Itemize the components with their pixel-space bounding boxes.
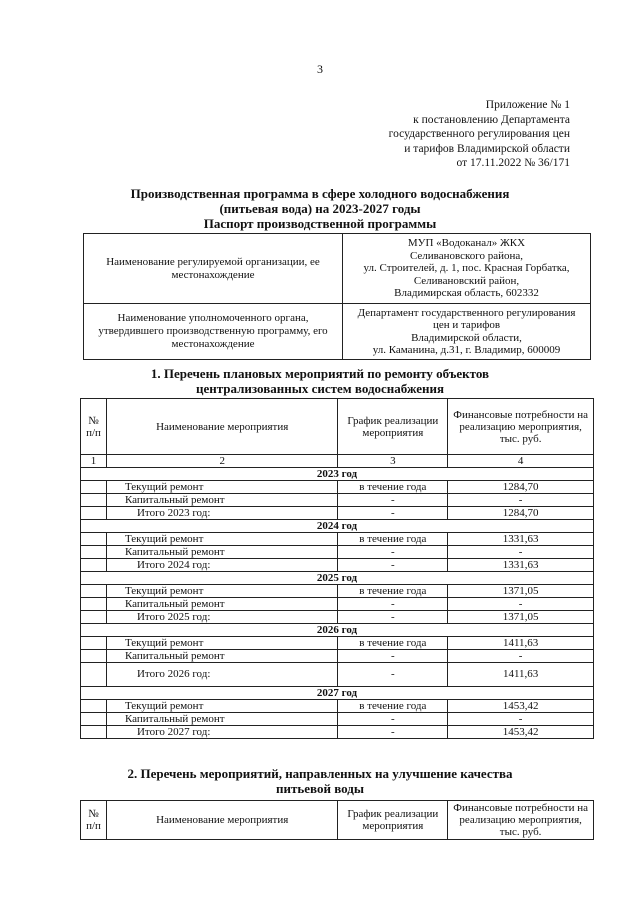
- year-row: [81, 572, 594, 585]
- row-name: Итого 2023 год:: [106, 507, 337, 520]
- passport-row-authority: [84, 304, 591, 360]
- appendix-line: Приложение № 1: [485, 99, 570, 111]
- row-name: Итого 2027 год:: [106, 726, 337, 739]
- value-line: ул. Каманина, д.31, г. Владимир, 600009: [372, 344, 561, 356]
- table-row-current: [81, 700, 594, 713]
- passport-label: Наименование регулируемой организации, ее местонахождение: [84, 234, 343, 304]
- row-schedule: -: [338, 663, 448, 687]
- appendix-line: к постановлению Департамента: [413, 113, 570, 126]
- row-value: 1284,70: [448, 481, 594, 494]
- value-line: МУП «Водоканал» ЖКХ: [407, 237, 526, 250]
- value-line: Владимирской области,: [411, 331, 522, 344]
- row-name: Итого 2024 год:: [106, 559, 337, 572]
- row-num: [81, 546, 107, 559]
- row-schedule: -: [338, 546, 448, 559]
- row-schedule: в течение года: [338, 533, 448, 546]
- row-value: 1453,42: [448, 700, 594, 713]
- year-label: 2025 год: [81, 572, 594, 585]
- row-schedule: в течение года: [338, 585, 448, 598]
- year-label: 2027 год: [81, 687, 594, 700]
- document-title: [0, 186, 640, 231]
- passport-table: [83, 233, 591, 360]
- value-line: ул. Строителей, д. 1, пос. Красная Горбатка,: [363, 262, 570, 275]
- row-name: Текущий ремонт: [106, 585, 337, 598]
- appendix-line: от 17.11.2022 № 36/171: [456, 157, 570, 169]
- row-name: Капитальный ремонт: [106, 494, 337, 507]
- header-num: № п/п: [81, 399, 107, 455]
- title-line: 2. Перечень мероприятий, направленных на улучшение качества: [127, 766, 513, 781]
- year-row: [81, 624, 594, 637]
- col-number: 1: [81, 455, 107, 468]
- section2-title: [0, 766, 640, 796]
- passport-label: Наименование уполномоченного органа, утвердившего производственную программу, его местонахождение: [84, 304, 343, 360]
- header-num: № п/п: [81, 801, 107, 840]
- row-name: Капитальный ремонт: [106, 598, 337, 611]
- row-num: [81, 585, 107, 598]
- row-name: Текущий ремонт: [106, 637, 337, 650]
- row-value: 1453,42: [448, 726, 594, 739]
- row-value: 1411,63: [448, 663, 594, 687]
- appendix-line: государственного регулирования цен: [388, 128, 570, 140]
- appendix-line: и тарифов Владимирской области: [404, 142, 570, 155]
- title-line: (питьевая вода) на 2023-2027 годы: [219, 201, 421, 216]
- table-row-capital: [81, 650, 594, 663]
- title-line: питьевой воды: [276, 781, 364, 796]
- row-value: 1411,63: [448, 637, 594, 650]
- row-value: -: [448, 598, 594, 611]
- title-line: централизованных систем водоснабжения: [195, 381, 445, 396]
- title-line: Производственная программа в сфере холодного водоснабжения: [130, 186, 510, 201]
- repair-plan-table: [80, 398, 594, 739]
- row-num: [81, 700, 107, 713]
- quality-measures-table: [80, 800, 594, 840]
- table-row-capital: [81, 713, 594, 726]
- row-value: -: [448, 713, 594, 726]
- header-finance: Финансовые потребности на реализацию мероприятия, тыс. руб.: [448, 801, 594, 840]
- row-value: 1284,70: [448, 507, 594, 520]
- year-row: [81, 468, 594, 481]
- header-name: Наименование мероприятия: [106, 399, 337, 455]
- row-schedule: -: [338, 507, 448, 520]
- row-num: [81, 663, 107, 687]
- table-header-row: [81, 801, 594, 840]
- table-row-total: [81, 726, 594, 739]
- year-label: 2026 год: [81, 624, 594, 637]
- row-value: 1331,63: [448, 559, 594, 572]
- row-schedule: -: [338, 650, 448, 663]
- col-number: 3: [338, 455, 448, 468]
- table-row-total: [81, 559, 594, 572]
- year-label: 2024 год: [81, 520, 594, 533]
- title-line: 1. Перечень плановых мероприятий по ремонту объектов: [150, 366, 490, 381]
- year-row: [81, 520, 594, 533]
- row-value: -: [448, 494, 594, 507]
- row-num: [81, 481, 107, 494]
- row-value: 1371,05: [448, 585, 594, 598]
- row-num: [81, 637, 107, 650]
- row-num: [81, 507, 107, 520]
- row-schedule: -: [338, 494, 448, 507]
- row-name: Итого 2026 год:: [106, 663, 337, 687]
- row-num: [81, 713, 107, 726]
- row-value: 1331,63: [448, 533, 594, 546]
- row-schedule: в течение года: [338, 700, 448, 713]
- year-row: [81, 687, 594, 700]
- appendix-block: [389, 98, 570, 171]
- passport-value: [343, 304, 591, 360]
- table-row-capital: [81, 598, 594, 611]
- table-header-row: [81, 399, 594, 455]
- table-row-total: [81, 663, 594, 687]
- row-name: Текущий ремонт: [106, 481, 337, 494]
- passport-row-organization: [84, 234, 591, 304]
- row-name: Текущий ремонт: [106, 533, 337, 546]
- row-name: Капитальный ремонт: [106, 546, 337, 559]
- col-number: 4: [448, 455, 594, 468]
- row-schedule: в течение года: [338, 481, 448, 494]
- header-schedule: График реализации мероприятия: [338, 399, 448, 455]
- row-schedule: -: [338, 726, 448, 739]
- row-schedule: -: [338, 598, 448, 611]
- value-line: Селивановского района,: [409, 249, 524, 262]
- page-number: 3: [317, 62, 323, 76]
- table-row-current: [81, 533, 594, 546]
- table-row-total: [81, 611, 594, 624]
- row-num: [81, 611, 107, 624]
- table-row-capital: [81, 546, 594, 559]
- value-line: Департамент государственного регулирования: [357, 306, 576, 319]
- passport-title: Паспорт производственной программы: [203, 216, 437, 231]
- header-schedule: График реализации мероприятия: [338, 801, 448, 840]
- table-row-current: [81, 585, 594, 598]
- row-schedule: -: [338, 559, 448, 572]
- row-value: 1371,05: [448, 611, 594, 624]
- table-row-current: [81, 481, 594, 494]
- row-schedule: -: [338, 611, 448, 624]
- header-finance: Финансовые потребности на реализацию мероприятия, тыс. руб.: [448, 399, 594, 455]
- row-name: Капитальный ремонт: [106, 650, 337, 663]
- row-name: Итого 2025 год:: [106, 611, 337, 624]
- table-row-current: [81, 637, 594, 650]
- table-row-capital: [81, 494, 594, 507]
- row-name: Капитальный ремонт: [106, 713, 337, 726]
- row-num: [81, 533, 107, 546]
- row-name: Текущий ремонт: [106, 700, 337, 713]
- section1-title: [0, 366, 640, 396]
- value-line: цен и тарифов: [432, 319, 501, 331]
- row-value: -: [448, 546, 594, 559]
- row-schedule: -: [338, 713, 448, 726]
- row-num: [81, 494, 107, 507]
- value-line: Селивановский район,: [413, 274, 520, 287]
- row-num: [81, 559, 107, 572]
- row-num: [81, 598, 107, 611]
- row-schedule: в течение года: [338, 637, 448, 650]
- value-line: Владимирская область, 602332: [394, 287, 539, 300]
- passport-value: [343, 234, 591, 304]
- row-num: [81, 650, 107, 663]
- table-row-total: [81, 507, 594, 520]
- header-name: Наименование мероприятия: [106, 801, 337, 840]
- col-number: 2: [106, 455, 337, 468]
- year-label: 2023 год: [81, 468, 594, 481]
- column-numbers-row: [81, 455, 594, 468]
- row-value: -: [448, 650, 594, 663]
- row-num: [81, 726, 107, 739]
